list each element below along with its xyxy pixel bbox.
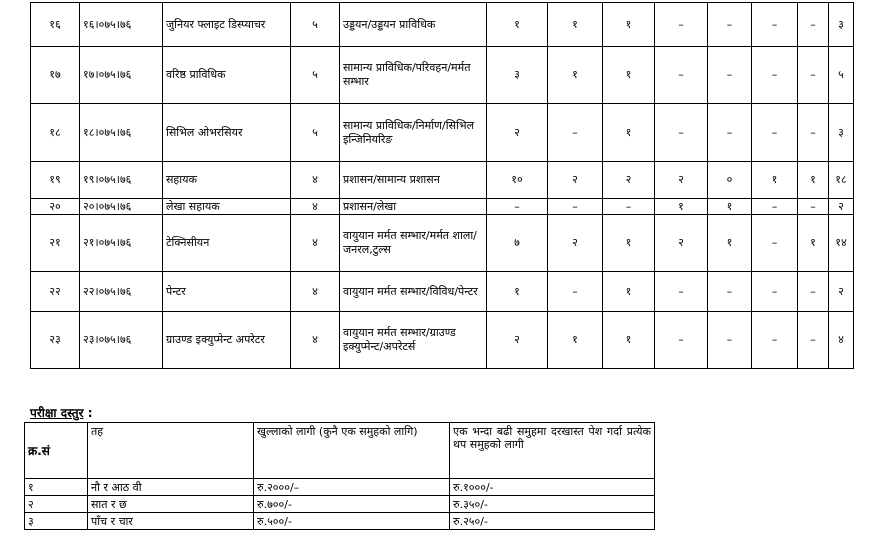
fee-heading-text: परीक्षा दस्तुर [30,406,84,420]
count-cell: २ [487,104,548,162]
total-cell: १४ [829,215,854,272]
service-cell: प्रशासन/लेखा [340,199,487,215]
count-cell: – [798,272,829,312]
level-cell: ५ [291,47,340,104]
count-cell: – [487,199,548,215]
count-cell: – [752,272,798,312]
count-cell: – [548,104,603,162]
table-row [31,3,854,47]
code-cell: २२।०७५।७६ [80,272,163,312]
fee-open-cell: रु.२०००/– [254,479,450,496]
count-cell: – [708,47,752,104]
total-cell: ३ [829,3,854,47]
count-cell: – [548,272,603,312]
vacancy-table [30,2,854,369]
fee-level-cell: सात र छ [88,496,254,513]
count-cell: १ [487,3,548,47]
count-cell: – [708,104,752,162]
count-cell: – [548,199,603,215]
count-cell: १ [603,3,655,47]
serial-cell: १७ [31,47,80,104]
count-cell: २ [548,162,603,199]
level-cell: ४ [291,162,340,199]
fee-open-cell: रु.७००/- [254,496,450,513]
table-row [31,272,854,312]
service-cell: सामान्य प्राविधिक/निर्माण/सिभिल इन्जिनियरिङ [340,104,487,162]
fee-level-cell: पाँच र चार [88,513,254,530]
count-cell: २ [487,312,548,369]
post-cell: सिभिल ओभरसियर [163,104,291,162]
table-row [31,199,854,215]
fee-sn-cell: ३ [25,513,88,530]
count-cell: १ [548,47,603,104]
fee-header-sn: क्र.सं [25,423,88,479]
count-cell: ३ [487,47,548,104]
post-cell: ग्राउण्ड इक्युप्मेन्ट अपरेटर [163,312,291,369]
service-cell: वायुयान मर्मत सम्भार/विविध/पेन्टर [340,272,487,312]
count-cell: – [798,104,829,162]
fee-row [25,513,655,530]
serial-cell: २० [31,199,80,215]
count-cell: १ [603,104,655,162]
count-cell: – [752,312,798,369]
count-cell: १ [752,162,798,199]
count-cell: २ [603,162,655,199]
count-cell: १ [798,215,829,272]
total-cell: ३ [829,104,854,162]
post-cell: वरिष्ठ प्राविधिक [163,47,291,104]
service-cell: प्रशासन/सामान्य प्रशासन [340,162,487,199]
count-cell: – [752,47,798,104]
fee-header-extra: एक भन्दा बढी समुहमा दरखास्त पेश गर्दा प्रत्येक थप समुहको लागी [450,423,655,479]
table-row [31,47,854,104]
count-cell: – [603,199,655,215]
count-cell: – [798,47,829,104]
code-cell: २०।०७५।७६ [80,199,163,215]
fee-header-row [25,423,655,479]
code-cell: १७।०७५।७६ [80,47,163,104]
fee-extra-cell: रु.३५०/- [450,496,655,513]
table-row [31,312,854,369]
fee-header-level: तह [88,423,254,479]
fee-heading-colon: : [87,406,93,420]
level-cell: ४ [291,215,340,272]
count-cell: – [655,272,708,312]
fee-row [25,496,655,513]
fee-extra-cell: रु.१०००/- [450,479,655,496]
service-cell: सामान्य प्राविधिक/परिवहन/मर्मत सम्भार [340,47,487,104]
table-row [31,162,854,199]
service-cell: वायुयान मर्मत सम्भार/मर्मत शाला/जनरल,टुल्स [340,215,487,272]
service-cell: वायुयान मर्मत सम्भार/ग्राउण्ड इक्युप्मेन्ट/अपरेटर्स [340,312,487,369]
code-cell: २३।०७५।७६ [80,312,163,369]
code-cell: १६।०७५।७६ [80,3,163,47]
count-cell: – [708,272,752,312]
count-cell: १ [798,162,829,199]
total-cell: ५ [829,47,854,104]
post-cell: पेन्टर [163,272,291,312]
total-cell: ४ [829,312,854,369]
count-cell: – [752,3,798,47]
service-cell: उड्डयन/उड्डयन प्राविधिक [340,3,487,47]
count-cell: १ [603,47,655,104]
fee-extra-cell: रु.२५०/- [450,513,655,530]
count-cell: – [798,3,829,47]
total-cell: २ [829,272,854,312]
level-cell: ४ [291,312,340,369]
count-cell: २ [655,162,708,199]
count-cell: १ [708,199,752,215]
count-cell: १ [603,272,655,312]
fee-open-cell: रु.५००/- [254,513,450,530]
table-row [31,104,854,162]
serial-cell: २१ [31,215,80,272]
count-cell: – [655,3,708,47]
count-cell: १ [548,3,603,47]
total-cell: २ [829,199,854,215]
serial-cell: १६ [31,3,80,47]
count-cell: – [655,47,708,104]
count-cell: १ [655,199,708,215]
count-cell: २ [548,215,603,272]
total-cell: १८ [829,162,854,199]
count-cell: – [708,312,752,369]
count-cell: १ [708,215,752,272]
level-cell: ४ [291,272,340,312]
count-cell: १ [603,312,655,369]
serial-cell: १८ [31,104,80,162]
count-cell: ७ [487,215,548,272]
count-cell: ० [708,162,752,199]
count-cell: – [798,312,829,369]
count-cell: – [752,104,798,162]
count-cell: – [655,312,708,369]
count-cell: १ [603,215,655,272]
fee-sn-cell: १ [25,479,88,496]
count-cell: १ [487,272,548,312]
code-cell: १९।०७५।७६ [80,162,163,199]
count-cell: – [708,3,752,47]
post-cell: सहायक [163,162,291,199]
post-cell: जुनियर फ्लाइट डिस्प्याचर [163,3,291,47]
post-cell: लेखा सहायक [163,199,291,215]
count-cell: – [752,215,798,272]
fee-heading [30,404,93,421]
code-cell: १८।०७५।७६ [80,104,163,162]
level-cell: ५ [291,104,340,162]
serial-cell: २२ [31,272,80,312]
fee-sn-cell: २ [25,496,88,513]
count-cell: – [752,199,798,215]
count-cell: १ [548,312,603,369]
serial-cell: २३ [31,312,80,369]
count-cell: – [655,104,708,162]
fee-row [25,479,655,496]
serial-cell: १९ [31,162,80,199]
post-cell: टेक्निसीयन [163,215,291,272]
table-row [31,215,854,272]
fee-level-cell: नौ र आठ वी [88,479,254,496]
level-cell: ४ [291,199,340,215]
count-cell: – [798,199,829,215]
count-cell: २ [655,215,708,272]
count-cell: १० [487,162,548,199]
code-cell: २१।०७५।७६ [80,215,163,272]
fee-header-open: खुल्लाको लागी (कुनै एक समुहको लागि) [254,423,450,479]
fee-table [24,422,655,530]
level-cell: ५ [291,3,340,47]
